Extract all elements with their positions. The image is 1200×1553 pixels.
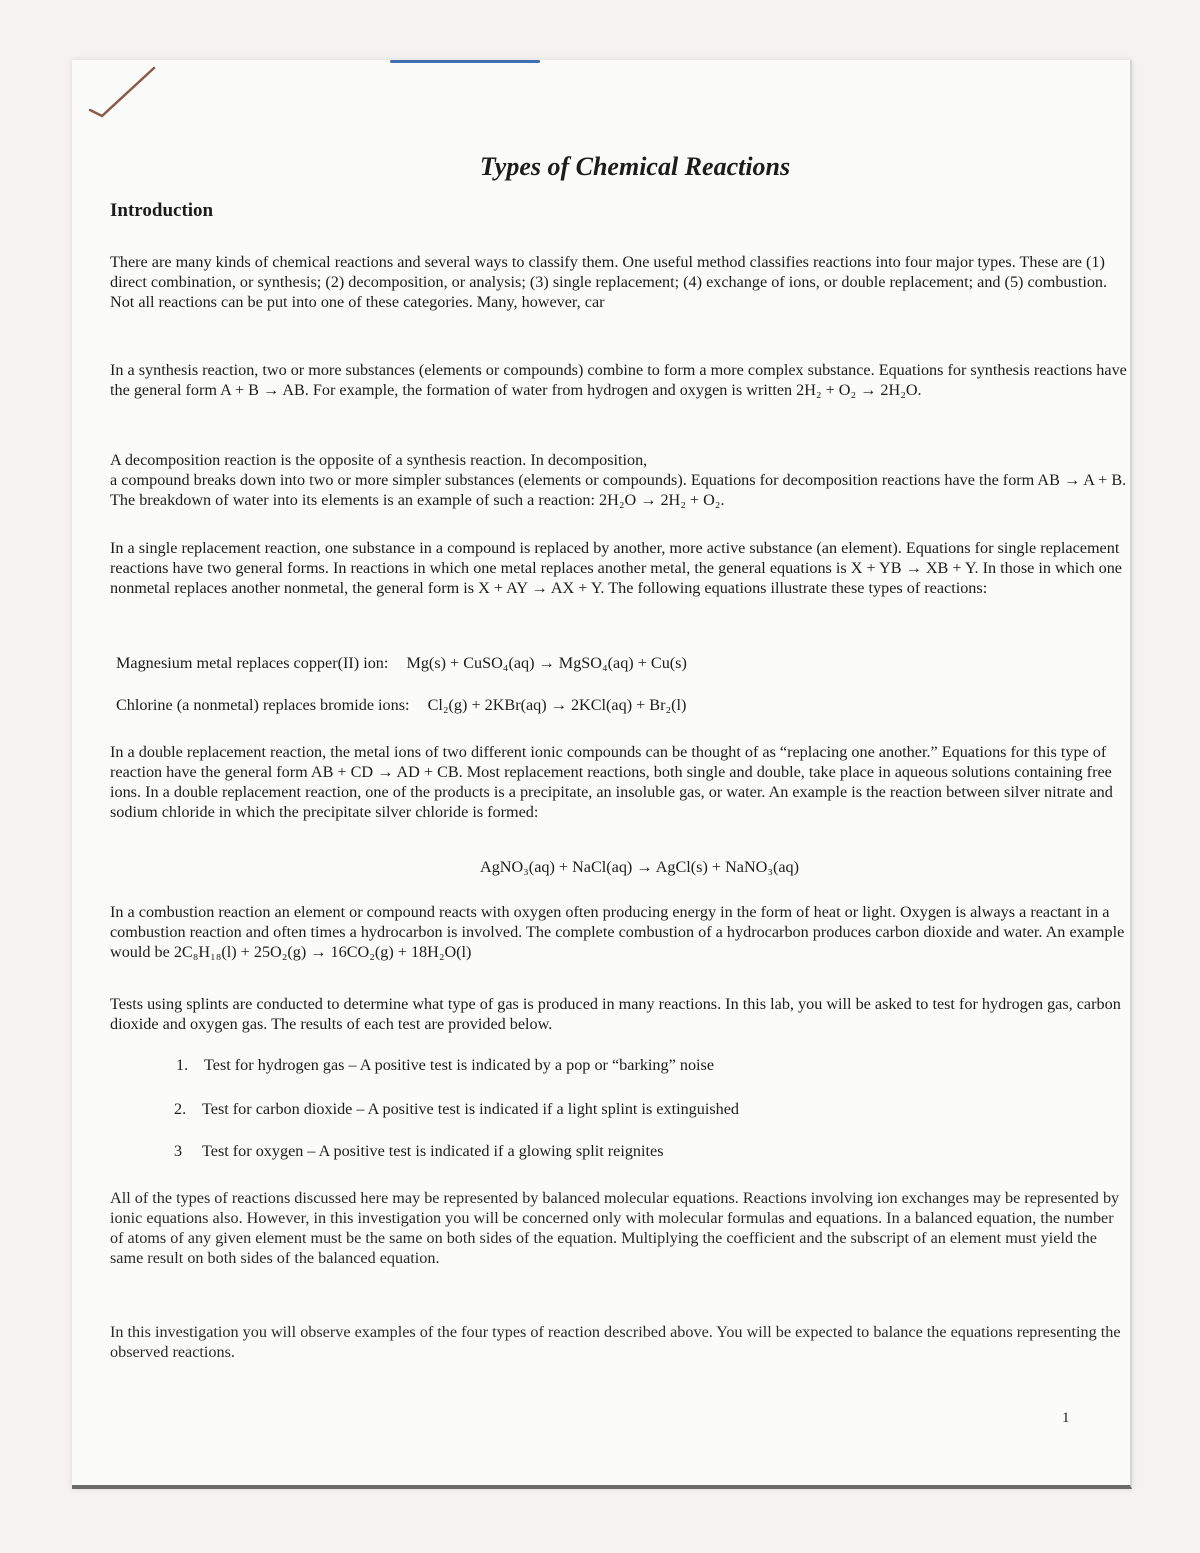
page-number: 1 xyxy=(1062,1410,1070,1426)
magnesium-example xyxy=(116,654,687,673)
blue-pen-mark xyxy=(390,60,540,63)
test-item-carbon-dioxide xyxy=(174,1100,739,1119)
double-replacement-paragraph: In a double replacement reaction, the metal ions of two different ionic compounds can be thought of as “replacing one another.” Equations for this type of reaction have the general form AB + CD → AD + CB. Most replacement reactions, both single and double, take place in aqueous solutions containing free ions. In a double replacement reaction, one of the products is a precipitate, an insoluble gas, or water. An example is the reaction between silver nitrate and sodium chloride in which the precipitate silver chloride is formed: xyxy=(110,743,1113,821)
test-number: 2. xyxy=(174,1100,187,1118)
magnesium-equation: Mg(s) + CuSO₄(aq) → MgSO₄(aq) + Cu(s) xyxy=(406,654,687,672)
decomposition-paragraph-line1: A decomposition reaction is the opposite of a synthesis reaction. In decomposition, xyxy=(110,451,648,469)
balanced-equations-paragraph: All of the types of reactions discussed here may be represented by balanced molecular equations. Reactions involving ion exchanges may be represented by ionic equations also. However, in this investigation you will be concerned only with molecular formulas and equations. In a balanced equation, the number of atoms of any given element must be the same on both sides of the equation. Multiplying the coefficient and the subscript of an element must yield the same result on both sides of the balanced equation. xyxy=(110,1189,1120,1267)
silver-nitrate-equation: AgNO₃(aq) + NaCl(aq) → AgCl(s) + NaNO₃(aq) xyxy=(480,858,800,876)
intro-paragraph: There are many kinds of chemical reactions and several ways to classify them. One useful method classifies reactions into four major types. These are (1) direct combination, or synthesis; (2) decomposition, or analysis; (3) single replacement; (4) exchange of ions, or double replacement; and (5) combustion. Not all reactions can be put into one of these categories. Many, however, car xyxy=(110,253,1108,311)
synthesis-paragraph: In a synthesis reaction, two or more substances (elements or compounds) combine to form a more complex substance. Equations for synthesis reactions have the general form A + B → AB. For example, the formation of water from hydrogen and oxygen is written 2H₂ + O₂ → 2H₂O. xyxy=(110,361,1127,399)
test-text: Test for carbon dioxide – A positive test is indicated if a light splint is extinguished xyxy=(202,1100,740,1118)
check-mark-icon xyxy=(88,62,156,120)
combustion-paragraph: In a combustion reaction an element or compound reacts with oxygen often producing energy in the form of heat or light. Oxygen is always a reactant in a combustion reaction and often times a hydrocarbon is involved. The complete combustion of a hydrocarbon produces carbon dioxide and water. An example would be 2C₈H₁₈(l) + 25O₂(g) → 16CO₂(g) + 18H₂O(l) xyxy=(110,903,1125,961)
test-text: Test for hydrogen gas – A positive test is indicated by a pop or “barking” noise xyxy=(204,1056,715,1074)
single-replacement-paragraph: In a single replacement reaction, one substance in a compound is replaced by another, more active substance (an element). Equations for single replacement reactions have two general forms. In reactions in which one metal replaces another metal, the general equations is X + YB → XB + Y. In those in which one nonmetal replaces another nonmetal, the general form is X + AY → AX + Y. The following equations illustrate these types of reactions: xyxy=(110,539,1122,597)
test-number: 1. xyxy=(176,1056,189,1074)
decomposition-paragraph: a compound breaks down into two or more simpler substances (elements or compounds). Equations for decomposition reactions have the form AB → A + B. The breakdown of water into its elements is an example of such a reaction: 2H₂O → 2H₂ + O₂. xyxy=(110,471,1127,509)
test-item-oxygen xyxy=(174,1142,664,1161)
test-text: Test for oxygen – A positive test is indicated if a glowing split reignites xyxy=(202,1142,664,1160)
investigation-paragraph: In this investigation you will observe examples of the four types of reaction described above. You will be expected to balance the equations representing the observed reactions. xyxy=(110,1323,1121,1361)
test-item-hydrogen xyxy=(176,1056,714,1075)
chlorine-example xyxy=(116,696,686,715)
test-number: 3 xyxy=(174,1142,183,1160)
chlorine-label: Chlorine (a nonmetal) replaces bromide ions: xyxy=(116,696,410,714)
chlorine-equation: Cl₂(g) + 2KBr(aq) → 2KCl(aq) + Br₂(l) xyxy=(427,696,687,714)
document-title: Types of Chemical Reactions xyxy=(479,152,791,181)
section-heading: Introduction xyxy=(110,200,214,221)
magnesium-label: Magnesium metal replaces copper(II) ion: xyxy=(116,654,389,672)
splints-paragraph: Tests using splints are conducted to determine what type of gas is produced in many reactions. In this lab, you will be asked to test for hydrogen gas, carbon dioxide and oxygen gas. The results of each test are provided below. xyxy=(110,995,1121,1033)
